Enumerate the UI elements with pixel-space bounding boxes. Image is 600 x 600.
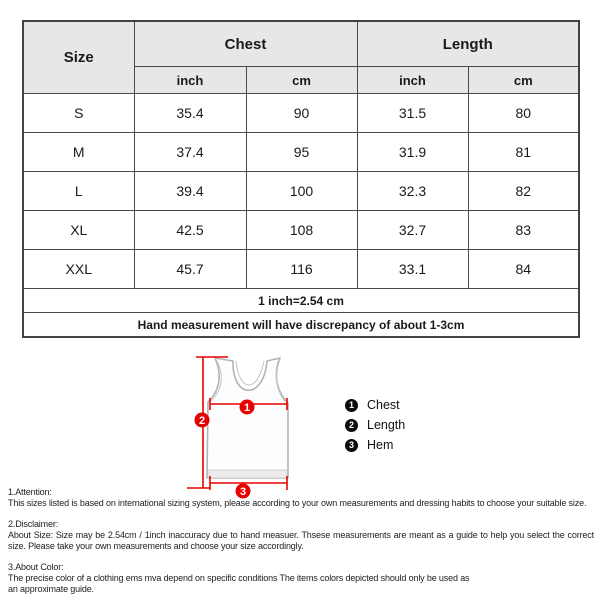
header-length-inch: inch: [357, 67, 468, 94]
size-chart-table: [22, 20, 580, 338]
footnote-title: 3.About Color:: [8, 562, 64, 572]
legend-label: Chest: [367, 398, 400, 412]
circled-2-icon: 2: [345, 419, 358, 432]
footnote-title: 1.Attention:: [8, 487, 52, 497]
measurement-cell: 83: [468, 211, 579, 250]
measurement-cell: 116: [246, 250, 357, 289]
svg-text:3: 3: [239, 486, 247, 498]
measurement-note: Hand measurement will have discrepancy of about 1-3cm: [23, 313, 579, 338]
legend-label: Hem: [367, 438, 394, 452]
measurement-cell: 35.4: [134, 94, 246, 133]
size-cell: S: [23, 94, 134, 133]
circled-3-icon: 3: [345, 439, 358, 452]
legend: [345, 398, 405, 458]
table-row-xxl: [23, 250, 579, 289]
header-chest: Chest: [134, 21, 357, 67]
measurement-cell: 84: [468, 250, 579, 289]
header-length: Length: [357, 21, 579, 67]
table-row-xl: [23, 211, 579, 250]
size-cell: L: [23, 172, 134, 211]
legend-label: Length: [367, 418, 406, 432]
table-header-row-1: [23, 21, 579, 67]
footnote-text: an approximate guide.: [8, 584, 94, 594]
conversion-note-row: [23, 289, 579, 313]
measurement-cell: 31.5: [357, 94, 468, 133]
legend-item-chest: [345, 398, 405, 412]
circled-1-icon: 1: [345, 399, 358, 412]
legend-item-hem: [345, 438, 405, 452]
footnote-disclaimer: [8, 519, 594, 552]
measurement-cell: 80: [468, 94, 579, 133]
measurement-cell: 81: [468, 133, 579, 172]
measurement-cell: 95: [246, 133, 357, 172]
footnote-text: This sizes listed is based on international sizing system, please according to your own measurements and dressing habits to choose your suitable size.: [8, 498, 587, 508]
legend-item-length: [345, 418, 405, 432]
footnotes: [8, 487, 594, 595]
measurement-cell: 33.1: [357, 250, 468, 289]
table-row-m: [23, 133, 579, 172]
measurement-cell: 31.9: [357, 133, 468, 172]
measurement-cell: 45.7: [134, 250, 246, 289]
size-cell: M: [23, 133, 134, 172]
measurement-cell: 39.4: [134, 172, 246, 211]
footnote-title: 2.Disclaimer:: [8, 519, 59, 529]
header-size: Size: [23, 21, 134, 94]
measurement-cell: 82: [468, 172, 579, 211]
measurement-cell: 32.3: [357, 172, 468, 211]
measurement-cell: 32.7: [357, 211, 468, 250]
neckline-binding: [236, 361, 264, 385]
footnote-about-color: [8, 562, 594, 595]
tank-top-diagram: [185, 348, 360, 500]
header-chest-inch: inch: [134, 67, 246, 94]
svg-text:2: 2: [198, 415, 206, 427]
footnote-text: About Size: Size may be 2.54cm / 1inch inaccuracy due to hand measuer. Thsese measurements are meant as a guide to help you select the correct size. Please take your own measurements and choose your size accordingly.: [8, 530, 594, 551]
footnote-text: The precise color of a clothing ems mva depend on specific conditions The items colors depicted should only be used as: [8, 573, 470, 583]
measurement-note-row: [23, 313, 579, 338]
svg-text:1: 1: [243, 402, 251, 414]
hem-band: [208, 470, 287, 478]
header-chest-cm: cm: [246, 67, 357, 94]
header-length-cm: cm: [468, 67, 579, 94]
measurement-cell: 108: [246, 211, 357, 250]
table-row-s: [23, 94, 579, 133]
measurement-cell: 100: [246, 172, 357, 211]
size-cell: XL: [23, 211, 134, 250]
conversion-note: 1 inch=2.54 cm: [23, 289, 579, 313]
measurement-cell: 37.4: [134, 133, 246, 172]
length-marker: [195, 413, 210, 428]
chest-marker: [240, 400, 255, 415]
size-cell: XXL: [23, 250, 134, 289]
measurement-cell: 42.5: [134, 211, 246, 250]
measurement-cell: 90: [246, 94, 357, 133]
table-row-l: [23, 172, 579, 211]
footnote-attention: [8, 487, 594, 509]
